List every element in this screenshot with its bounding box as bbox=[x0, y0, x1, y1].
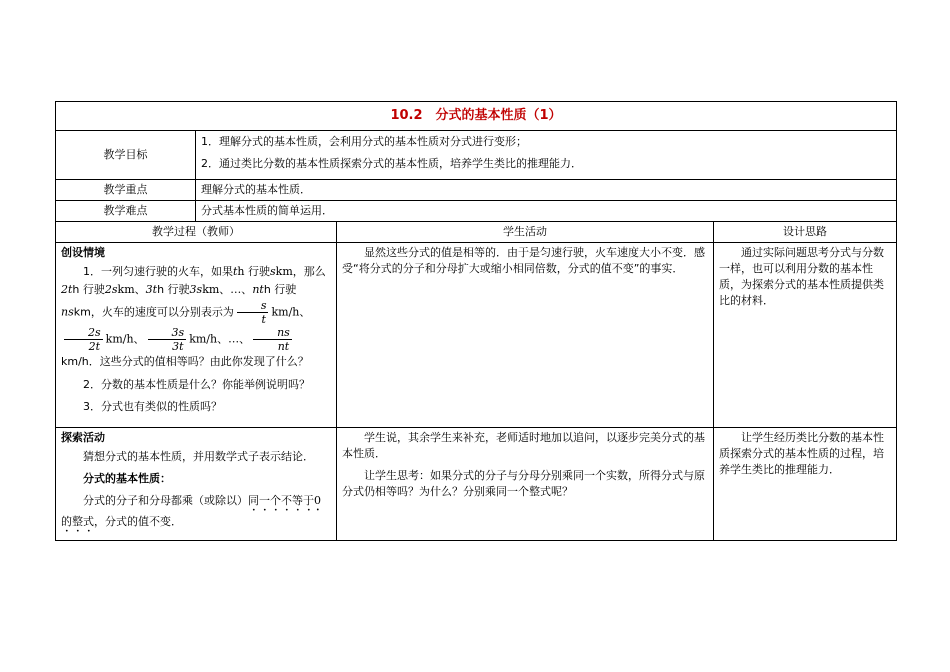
lesson-title: 10.2 分式的基本性质（1） bbox=[56, 102, 897, 131]
objective-item: 1．理解分式的基本性质，会利用分式的基本性质对分式进行变形； bbox=[201, 135, 527, 148]
header-process: 教学过程（教师） bbox=[56, 222, 337, 243]
situation-question-2: 2．分数的基本性质是什么？你能举例说明吗？ bbox=[83, 378, 310, 391]
header-student: 学生活动 bbox=[337, 222, 714, 243]
header-design: 设计思路 bbox=[714, 222, 897, 243]
explore-design: 让学生经历类比分数的基本性质探索分式的基本性质的过程，培养学生类比的推理能力． bbox=[714, 428, 897, 541]
fraction-2s-over-2t: $\frac{2s}{2t}$ bbox=[64, 326, 103, 353]
difficulty-row bbox=[56, 201, 897, 222]
lesson-plan-table bbox=[55, 101, 897, 541]
explore-student-para-2: 让学生思考：如果分式的分子与分母分别乘同一个实数，所得分式与原分式仍相等吗？为什么？分别乘同一个整式呢？ bbox=[342, 469, 705, 498]
section-situation-row bbox=[56, 243, 897, 428]
situation-design: 通过实际问题思考分式与分数一样，也可以利用分数的基本性质，为探索分式的基本性质提供类比的材料． bbox=[714, 243, 897, 428]
fraction-3s-over-3t: $\frac{3s}{3t}$ bbox=[148, 326, 187, 353]
objectives-row bbox=[56, 131, 897, 180]
key-point-text: 理解分式的基本性质． bbox=[196, 180, 897, 201]
explore-property-text: 分式的分子和分母都乘（或除以）同一个不等于0的整式，分式的值不变． bbox=[61, 494, 321, 528]
explore-heading: 探索活动 bbox=[61, 431, 105, 444]
explore-process bbox=[56, 428, 337, 541]
column-header-row bbox=[56, 222, 897, 243]
section-explore-row bbox=[56, 428, 897, 541]
difficulty-label: 教学难点 bbox=[56, 201, 196, 222]
objective-item: 2．通过类比分数的基本性质探索分式的基本性质，培养学生类比的推理能力． bbox=[201, 157, 582, 170]
explore-subheading: 分式的基本性质： bbox=[83, 472, 171, 485]
situation-student-activity: 显然这些分式的值是相等的．由于是匀速行驶，火车速度大小不变．感受“将分式的分子和分母扩大或缩小相同倍数，分式的值不变”的事实． bbox=[337, 243, 714, 428]
objectives-content bbox=[196, 131, 897, 180]
situation-heading: 创设情境 bbox=[61, 246, 105, 259]
difficulty-text: 分式基本性质的简单运用． bbox=[196, 201, 897, 222]
fraction-ns-over-nt: $\frac{ns}{nt}$ bbox=[253, 326, 292, 353]
situation-question-1: 1．一列匀速行驶的火车，如果th 行驶skm，那么2th 行驶2skm、3th 行驶3skm、…、nth 行驶nskm，火车的速度可以分别表示为 $\frac{s}{t}$ km/h、 $\frac{2s}{2t}$ km/h、 $\frac{3s}{3t}$ km/h、…、 $\frac{ns}{nt}$ km/h．这些分式的值相等吗？由此你发现了什么？ bbox=[61, 265, 326, 368]
situation-question-3: 3．分式也有类似的性质吗？ bbox=[83, 400, 222, 413]
key-point-label: 教学重点 bbox=[56, 180, 196, 201]
key-point-row bbox=[56, 180, 897, 201]
explore-conjecture: 猜想分式的基本性质，并用数学式子表示结论． bbox=[83, 450, 314, 463]
fraction-s-over-t: $\frac{s}{t}$ bbox=[237, 299, 269, 326]
explore-student-para-1: 学生说，其余学生来补充，老师适时地加以追问，以逐步完美分式的基本性质． bbox=[342, 431, 705, 460]
title-row bbox=[56, 102, 897, 131]
situation-process bbox=[56, 243, 337, 428]
explore-student-activity bbox=[337, 428, 714, 541]
objectives-label: 教学目标 bbox=[56, 131, 196, 180]
